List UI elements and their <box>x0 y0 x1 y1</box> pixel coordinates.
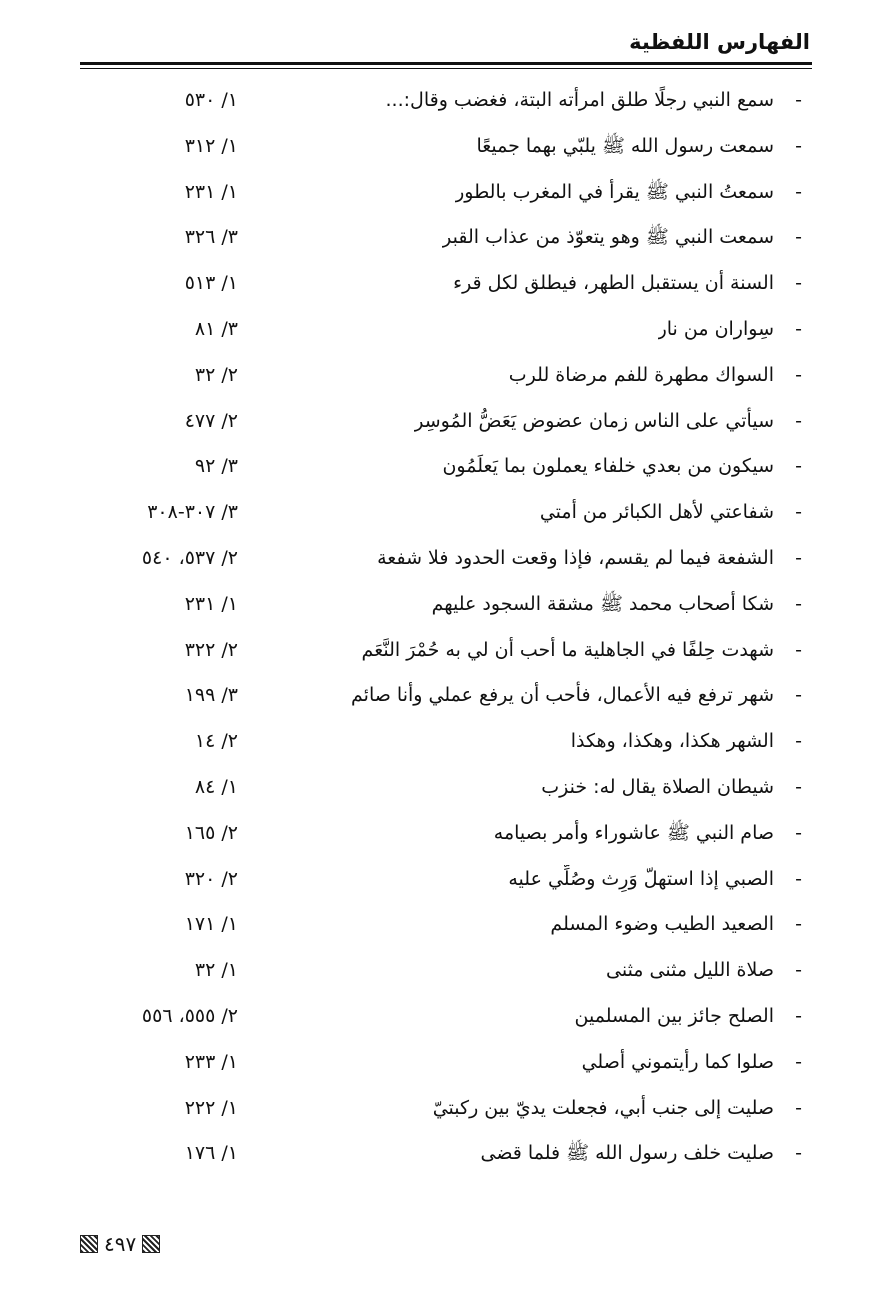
volume-page-reference: ١/ ٨٤ <box>194 775 238 798</box>
hadith-text: سمع النبي رجلًا طلق امرأته البتة، فغضب وقال:... <box>385 89 774 111</box>
hadith-text: سيأتي على الناس زمان عضوض يَعَضُّ المُوسِر <box>414 409 774 432</box>
volume-page-reference: ٣/ ٣٢٦ <box>184 226 238 249</box>
list-item <box>80 765 812 811</box>
list-item-dash: - <box>795 959 802 982</box>
list-item <box>80 628 812 674</box>
hadith-text: صلاة الليل مثنى مثنى <box>606 959 774 982</box>
hadith-text: سيكون من بعدي خلفاء يعملون بما يَعلَمُون <box>442 455 774 478</box>
list-item-dash: - <box>795 363 802 386</box>
volume-page-reference: ٢/ ٤٧٧ <box>184 409 238 432</box>
list-item-dash: - <box>795 1004 802 1027</box>
list-item <box>80 444 812 490</box>
volume-page-reference: ١/ ١٧١ <box>184 913 238 936</box>
list-item-dash: - <box>795 684 802 707</box>
hadith-text: سمعت رسول الله ﷺ يلبّي بهما جميعًا <box>476 134 774 157</box>
list-item <box>80 1086 812 1132</box>
volume-page-reference: ٢/ ٥٥٥، ٥٥٦ <box>141 1004 238 1027</box>
list-item <box>80 673 812 719</box>
header-rule-thin <box>80 68 812 69</box>
hadith-text: صام النبي ﷺ عاشوراء وأمر بصيامه <box>493 821 774 844</box>
header-rule-thick <box>80 62 812 65</box>
list-item-dash: - <box>795 317 802 340</box>
list-item <box>80 582 812 628</box>
hadith-text: الصلح جائز بين المسلمين <box>574 1004 774 1027</box>
list-item-dash: - <box>795 1142 802 1165</box>
volume-page-reference: ٢/ ٥٣٧، ٥٤٠ <box>141 546 238 569</box>
hadith-text: الشهر هكذا، وهكذا، وهكذا <box>570 730 774 753</box>
volume-page-reference: ٢/ ١٦٥ <box>184 821 238 844</box>
ornament-icon <box>80 1235 98 1253</box>
list-item-dash: - <box>795 867 802 890</box>
list-item <box>80 857 812 903</box>
list-item <box>80 399 812 445</box>
volume-page-reference: ١/ ٢٣١ <box>184 180 238 203</box>
list-item <box>80 78 812 124</box>
list-item-dash: - <box>795 1096 802 1119</box>
page-header-title: الفهارس اللفظية <box>629 30 810 54</box>
volume-page-reference: ١/ ٥١٣ <box>184 272 238 295</box>
list-item <box>80 261 812 307</box>
list-item-dash: - <box>795 272 802 295</box>
ornament-icon <box>142 1235 160 1253</box>
volume-page-reference: ١/ ٣١٢ <box>184 134 238 157</box>
list-item <box>80 124 812 170</box>
hadith-text: شفاعتي لأهل الكبائر من أمتي <box>539 501 774 524</box>
list-item <box>80 170 812 216</box>
volume-page-reference: ١/ ١٧٦ <box>184 1142 238 1165</box>
list-item-dash: - <box>795 180 802 203</box>
list-item-dash: - <box>795 913 802 936</box>
list-item-dash: - <box>795 546 802 569</box>
list-item <box>80 719 812 765</box>
hadith-text: السنة أن يستقبل الطهر، فيطلق لكل قرء <box>453 272 774 295</box>
list-item <box>80 536 812 582</box>
list-item <box>80 1131 812 1177</box>
hadith-text: صليت خلف رسول الله ﷺ فلما قضى <box>480 1142 774 1165</box>
list-item <box>80 811 812 857</box>
hadith-text: الصبي إذا استهلّ وَرِث وصُلِّي عليه <box>508 867 774 890</box>
hadith-text: شكا أصحاب محمد ﷺ مشقة السجود عليهم <box>431 592 774 615</box>
list-item-dash: - <box>795 1050 802 1073</box>
list-item <box>80 902 812 948</box>
list-item-dash: - <box>795 89 802 111</box>
volume-page-reference: ٣/ ٣٠٧-٣٠٨ <box>147 501 238 524</box>
list-item-dash: - <box>795 226 802 249</box>
hadith-text: سمعتُ النبي ﷺ يقرأ في المغرب بالطور <box>455 180 774 203</box>
volume-page-reference: ١/ ٢٣١ <box>184 592 238 615</box>
hadith-text: شهدت حِلفًا في الجاهلية ما أحب أن لي به حُمْرَ النَّعَم <box>361 638 774 661</box>
index-entries-list <box>80 78 812 1177</box>
list-item-dash: - <box>795 409 802 432</box>
list-item <box>80 1040 812 1086</box>
volume-page-reference: ٢/ ٣٢٢ <box>184 638 238 661</box>
hadith-text: الصعيد الطيب وضوء المسلم <box>550 913 774 936</box>
list-item-dash: - <box>795 730 802 753</box>
list-item <box>80 948 812 994</box>
list-item-dash: - <box>795 592 802 615</box>
hadith-text: صليت إلى جنب أبي، فجعلت يديّ بين ركبتيّ <box>432 1096 774 1119</box>
list-item-dash: - <box>795 775 802 798</box>
volume-page-reference: ١/ ٢٢٢ <box>184 1096 238 1119</box>
list-item <box>80 307 812 353</box>
list-item <box>80 994 812 1040</box>
list-item-dash: - <box>795 134 802 157</box>
list-item-dash: - <box>795 501 802 524</box>
volume-page-reference: ١/ ٢٣٣ <box>184 1050 238 1073</box>
list-item-dash: - <box>795 638 802 661</box>
volume-page-reference: ٣/ ٨١ <box>194 317 238 340</box>
list-item <box>80 353 812 399</box>
hadith-text: سِواران من نار <box>657 317 774 340</box>
list-item-dash: - <box>795 455 802 478</box>
list-item <box>80 215 812 261</box>
list-item <box>80 490 812 536</box>
volume-page-reference: ٣/ ١٩٩ <box>184 684 238 707</box>
hadith-text: سمعت النبي ﷺ وهو يتعوّذ من عذاب القبر <box>442 226 774 249</box>
volume-page-reference: ٣/ ٩٢ <box>194 455 238 478</box>
hadith-text: شهر ترفع فيه الأعمال، فأحب أن يرفع عملي وأنا صائم <box>351 684 774 707</box>
volume-page-reference: ٢/ ٣٢ <box>194 363 238 386</box>
hadith-text: صلوا كما رأيتموني أصلي <box>581 1050 774 1073</box>
list-item-dash: - <box>795 821 802 844</box>
volume-page-reference: ٢/ ٣٢٠ <box>184 867 238 890</box>
page-footer <box>80 1229 160 1259</box>
volume-page-reference: ١/ ٣٢ <box>194 959 238 982</box>
hadith-text: شيطان الصلاة يقال له: خنزب <box>541 775 774 798</box>
volume-page-reference: ٢/ ١٤ <box>194 730 238 753</box>
page-number: ٤٩٧ <box>104 1232 137 1256</box>
volume-page-reference: ١/ ٥٣٠ <box>184 89 238 111</box>
hadith-text: الشفعة فيما لم يقسم، فإذا وقعت الحدود فلا شفعة <box>377 546 774 569</box>
hadith-text: السواك مطهرة للفم مرضاة للرب <box>508 363 774 386</box>
